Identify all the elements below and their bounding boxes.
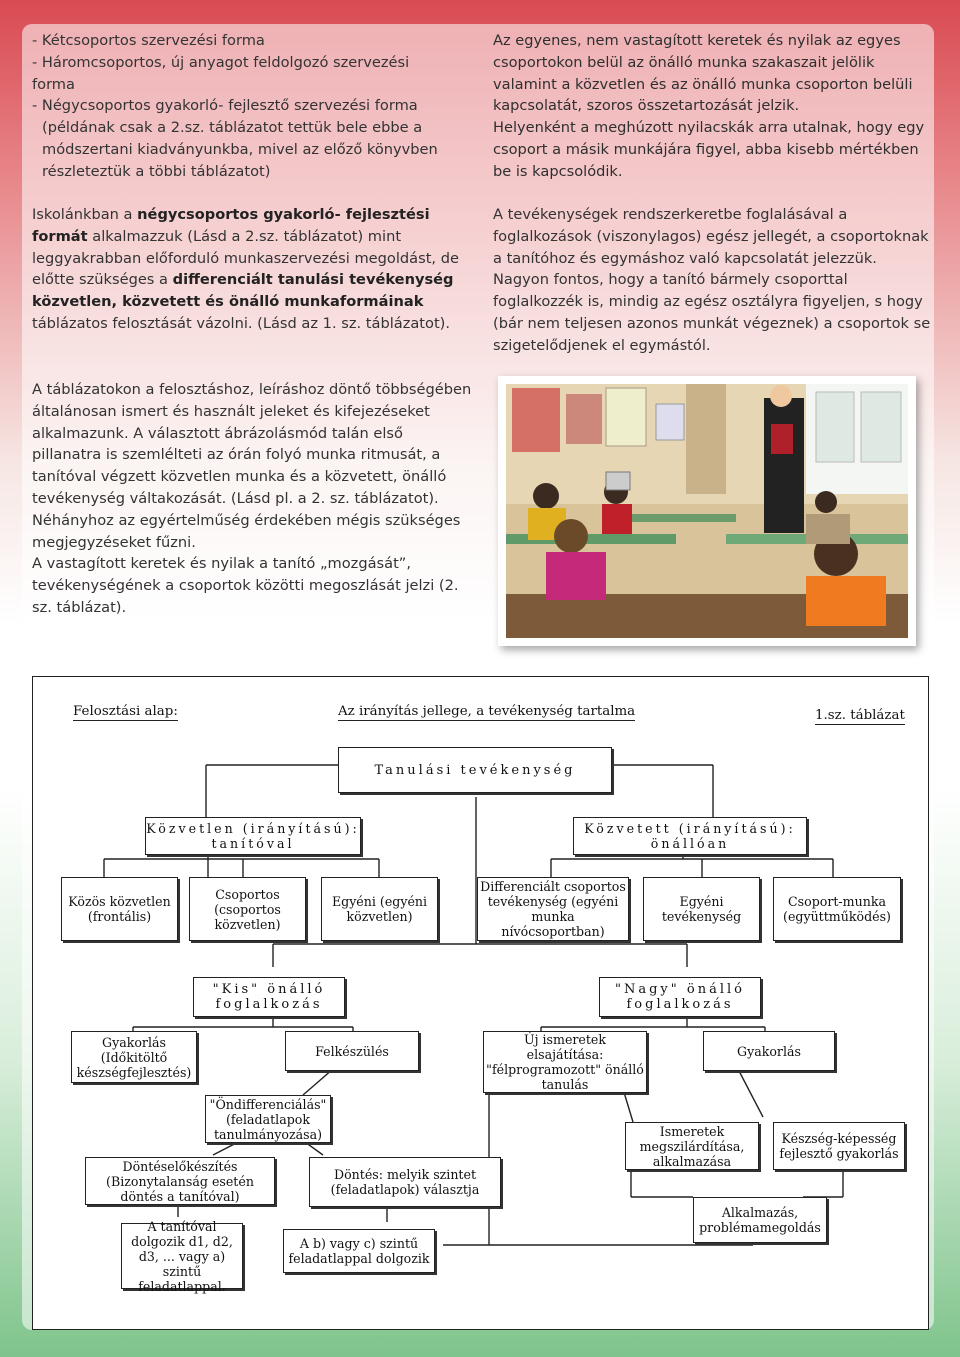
paragraph: Néhányhoz az egyértelműség érdekében mégis szükséges megjegyzéseket fűzni. xyxy=(32,511,461,551)
bold-span: differenciált tanulási tevékenység közvetlen, közvetett és önálló munkaformáinak xyxy=(32,271,454,311)
intro-list xyxy=(32,30,452,183)
box-direct: Közvetlen (irányítású): tanítóval xyxy=(145,817,361,855)
list-item: - Négycsoportos gyakorló- fejlesztő szervezési forma xyxy=(32,97,418,115)
box-decision-prep: Döntéselőkészítés (Bizonytalanság esetén döntés a tanítóval) xyxy=(85,1157,275,1205)
header-table-number: 1.sz. táblázat xyxy=(815,708,905,723)
box-common: Közös közvetlen (frontális) xyxy=(61,877,178,941)
box-differentiated: Differenciált csoportos tevékenység (egyéni munka nívócsoportban) xyxy=(477,877,629,941)
text-span: Iskolánkban a xyxy=(32,206,138,223)
classroom-illustration xyxy=(506,384,908,638)
box-root: Tanulási tevékenység xyxy=(338,747,612,793)
box-practice-small: Gyakorlás (Időkitöltő készségfejlesztés) xyxy=(71,1031,197,1083)
box-application: Alkalmazás, problémamegoldás xyxy=(693,1197,827,1243)
classroom-photo xyxy=(498,376,916,646)
text-span: táblázatos felosztását vázolni. (Lásd az 1. sz. táblázatot). xyxy=(32,314,451,332)
box-individual-direct: Egyéni (egyéni közvetlen) xyxy=(321,877,438,941)
box-decision: Döntés: melyik szintet (feladatlapok) választja xyxy=(309,1157,501,1207)
box-group-work: Csoport-munka (együttműködés) xyxy=(773,877,901,941)
box-small-independent: "Kis" önálló foglalkozás xyxy=(193,977,345,1017)
box-indirect: Közvetett (irányítású): önállóan xyxy=(573,817,807,855)
box-skill-practice: Készség-képesség fejlesztő gyakorlás xyxy=(773,1122,905,1170)
table-1-diagram xyxy=(32,676,929,1330)
text-span: alkalmazzuk (Lásd a 2.sz. táblázatot) mint leggyakrabban előforduló munkaszervezési megoldást, de előtte szükséges a xyxy=(32,227,459,289)
box-works-level-bc: A b) vagy c) szintű feladatlappal dolgozik xyxy=(283,1229,435,1273)
paragraph: A táblázatokon a felosztáshoz, leíráshoz döntő többségében általánosan ismert és használt jeleket és kifejezéseket alkalmazunk. A választott ábrázolásmód talán első pillanatra is szemlélteti az órán folyó munka ritmusát, a tanítóval végzett közvetlen munka és a közvetett, önálló tevékenység váltakozását. (Lásd pl. a 2. sz. táblázatot). xyxy=(32,381,472,507)
intro-right-text xyxy=(493,30,933,183)
paragraph: Helyenként a meghúzott nyilacskák arra utalnak, hogy egy csoport a másik munkájára figyel, abba kisebb mértékben be is kapcsolódik. xyxy=(493,119,925,180)
header-basis: Felosztási alap: xyxy=(73,704,178,719)
box-group: Csoportos (csoportos közvetlen) xyxy=(189,877,306,941)
list-item: - Háromcsoportos, új anyagot feldolgozó szervezési forma xyxy=(32,53,410,93)
paragraph: A tevékenységek rendszerkeretbe foglalásával a foglalkozások (viszonylagos) egész jellegét, a csoportoknak a tanítóhoz és egymáshoz való kapcsolatát jelezzük. Nagyon fontos, hogy a tanító bármely csoporttal foglalkozzék is, mindig az egész osztályra figyeljen, s hogy (bár nem teljesen azonos munkát végeznek) a csoportok se szigetelődjenek el egymástól. xyxy=(493,206,931,354)
paragraph-symbols xyxy=(32,379,472,619)
box-works-with-teacher: A tanítóval dolgozik d1, d2, d3, ... vagy a) szintű feladatlappal. xyxy=(121,1223,243,1289)
paragraph: Az egyenes, nem vastagított keretek és nyilak az egyes csoportokon belül az önálló munka szakaszait jelölik valamint a közvetlen és az önálló munka csoporton belüli kapcsolatát, szoros összetartozását jelzik. xyxy=(493,32,913,115)
paragraph: A vastagított keretek és nyilak a tanító „mozgását”, tevékenységének a csoportok közötti megoszlását jelzi (2. sz. táblázat). xyxy=(32,555,459,616)
box-individual-activity: Egyéni tevékenység xyxy=(643,877,760,941)
paragraph-framework xyxy=(493,204,933,357)
box-new-knowledge: Új ismeretek elsajátítása: "félprogramozott" önálló tanulás xyxy=(483,1031,647,1093)
header-title: Az irányítás jellege, a tevékenység tartalma xyxy=(338,704,636,719)
box-preparation: Felkészülés xyxy=(285,1031,419,1071)
paragraph-method xyxy=(32,204,462,335)
box-large-independent: "Nagy" önálló foglalkozás xyxy=(599,977,761,1017)
box-practice-large: Gyakorlás xyxy=(703,1031,835,1071)
box-self-differentiation: "Öndifferenciálás" (feladatlapok tanulmányozása) xyxy=(205,1095,331,1143)
list-item-note: (példának csak a 2.sz. táblázatot tettük bele ebbe a módszertani kiadványunkba, mivel az előző könyvben részleteztük a többi táblázatot) xyxy=(42,119,438,180)
list-item: - Kétcsoportos szervezési forma xyxy=(32,32,265,49)
box-consolidation: Ismeretek megszilárdítása, alkalmazása xyxy=(625,1122,759,1170)
bold-span: négycsoportos gyakorló- fejlesztési formát xyxy=(32,206,430,245)
